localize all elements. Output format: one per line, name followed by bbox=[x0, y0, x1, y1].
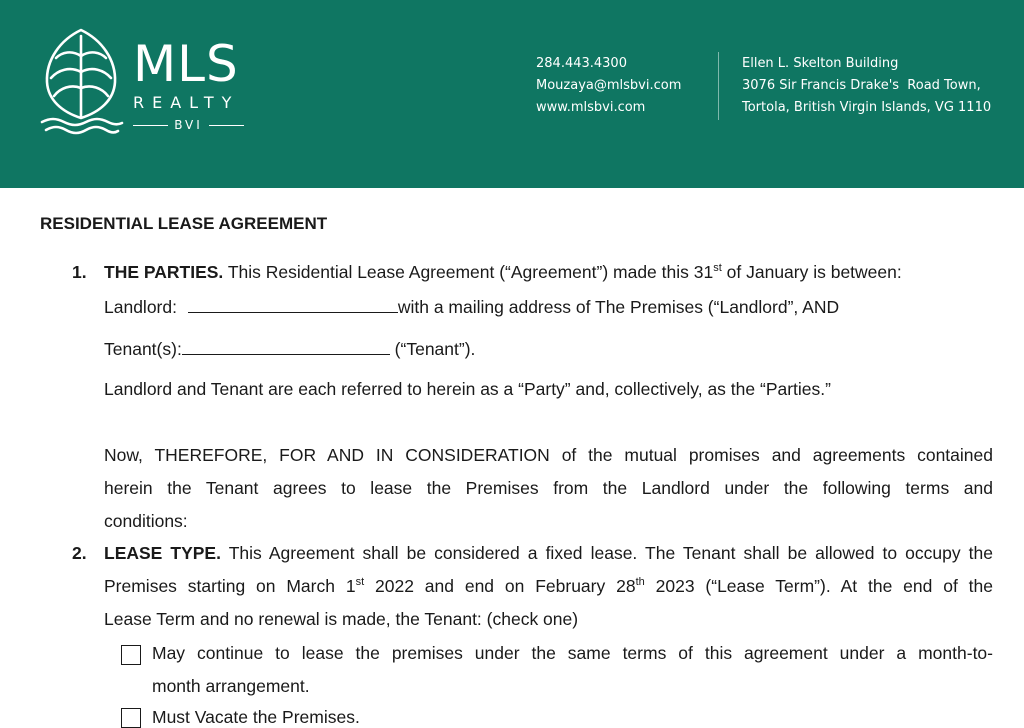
section-2-line-1-text: This Agreement shall be considered a fixed lease. The Tenant shall be allowed to occupy the bbox=[220, 543, 993, 563]
section-2-sup-1: st bbox=[355, 576, 365, 589]
address-city: Tortola, British Virgin Islands, VG 1110 bbox=[742, 100, 992, 115]
monstera-leaf-waves-icon bbox=[38, 26, 124, 138]
document-title: RESIDENTIAL LEASE AGREEMENT bbox=[40, 214, 328, 233]
brand-region-label: BVI bbox=[174, 118, 203, 132]
brand-rule-left bbox=[133, 125, 168, 126]
section-2-line-2 bbox=[104, 576, 993, 597]
section-2-line-2-a: Premises starting on March 1 bbox=[104, 576, 356, 596]
address-block bbox=[742, 53, 991, 119]
address-street: 3076 Sir Francis Drake's Road Town, bbox=[742, 78, 981, 93]
section-2-line-1 bbox=[104, 543, 993, 564]
section-1-intro-a: This Residential Lease Agreement (“Agreement”) made this 31 bbox=[223, 262, 714, 282]
header-divider bbox=[718, 52, 719, 120]
parties-line: Landlord and Tenant are each referred to herein as a “Party” and, collectively, as the “Parties.” bbox=[104, 379, 831, 399]
consideration-line-1: Now, THEREFORE, FOR AND IN CONSIDERATION of the mutual promises and agreements contained bbox=[104, 445, 993, 465]
landlord-label: Landlord: bbox=[104, 297, 177, 317]
tenant-blank[interactable] bbox=[182, 338, 390, 355]
section-1-intro bbox=[104, 262, 902, 283]
section-1-intro-sup: st bbox=[713, 262, 722, 275]
email-address: Mouzaya@mlsbvi.com bbox=[536, 78, 682, 93]
tenant-line bbox=[104, 338, 475, 360]
contact-block bbox=[536, 53, 681, 119]
option-vacate-checkbox[interactable] bbox=[121, 708, 141, 728]
letterhead-band bbox=[0, 0, 1024, 188]
section-2-line-2-b: 2022 and end on February 28 bbox=[364, 576, 636, 596]
section-1-number: 1. bbox=[72, 262, 87, 282]
landlord-blank[interactable] bbox=[188, 296, 398, 313]
document-body bbox=[0, 188, 1024, 728]
brand-rule-right bbox=[209, 125, 244, 126]
phone-number: 284.443.4300 bbox=[536, 56, 627, 71]
landlord-line bbox=[104, 296, 839, 318]
tenant-label: Tenant(s): bbox=[104, 339, 182, 359]
section-2-heading: LEASE TYPE. bbox=[104, 543, 221, 563]
tenant-rest: (“Tenant”). bbox=[389, 339, 476, 359]
section-2-line-2-c: 2023 (“Lease Term”). At the end of the bbox=[644, 576, 993, 596]
option-vacate-label: Must Vacate the Premises. bbox=[152, 707, 360, 727]
brand-name: MLS bbox=[133, 35, 239, 93]
section-2-line-3: Lease Term and no renewal is made, the Tenant: (check one) bbox=[104, 609, 579, 629]
landlord-rest: with a mailing address of The Premises (“Landlord”, AND bbox=[397, 297, 840, 317]
brand-subtitle: REALTY bbox=[133, 93, 240, 112]
brand-region bbox=[133, 118, 244, 132]
address-building: Ellen L. Skelton Building bbox=[742, 56, 899, 71]
section-1-heading: THE PARTIES. bbox=[104, 262, 224, 282]
section-2-number: 2. bbox=[72, 543, 87, 563]
option-continue-line-2: month arrangement. bbox=[152, 676, 310, 696]
consideration-line-3: conditions: bbox=[104, 511, 188, 531]
option-continue-line-1: May continue to lease the premises under the same terms of this agreement under a month-to- bbox=[152, 643, 993, 663]
section-2-sup-2: th bbox=[635, 576, 645, 589]
option-continue-checkbox[interactable] bbox=[121, 645, 141, 665]
consideration-line-2: herein the Tenant agrees to lease the Premises from the Landlord under the following terms and bbox=[104, 478, 993, 498]
website: www.mlsbvi.com bbox=[536, 100, 646, 115]
section-1-intro-b: of January is between: bbox=[721, 262, 902, 282]
